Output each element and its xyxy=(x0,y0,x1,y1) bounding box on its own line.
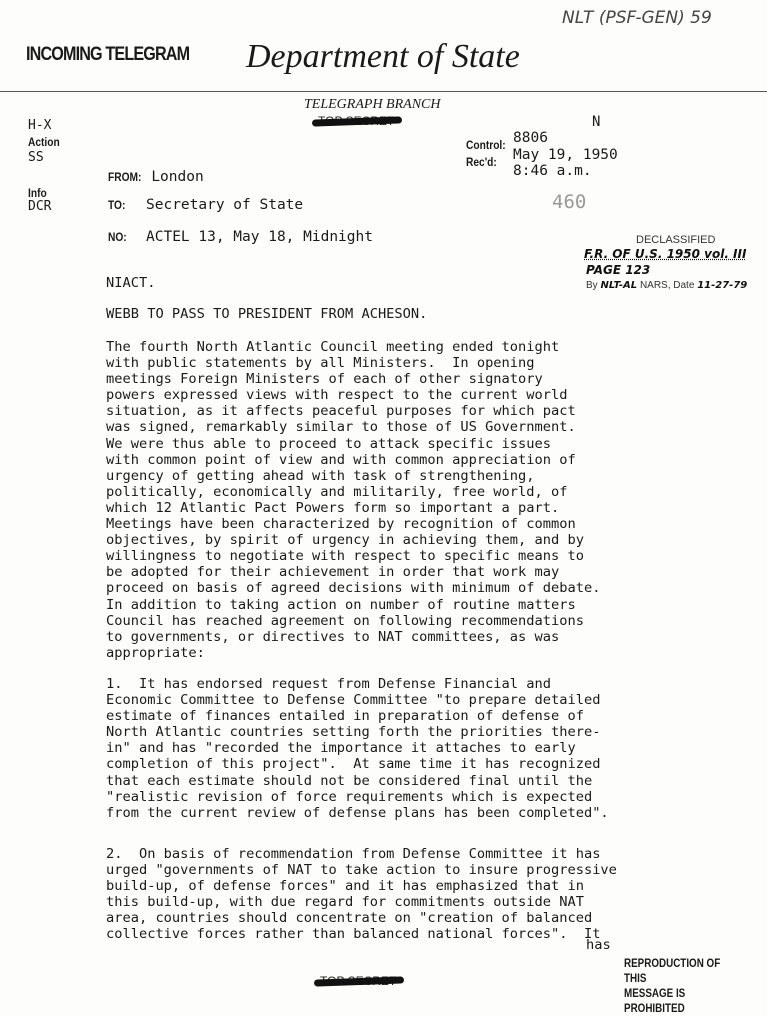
text-line: that each estimate should not be considered final until the xyxy=(106,772,593,789)
action-label: Action xyxy=(28,135,60,149)
telegraph-branch: TELEGRAPH BRANCH xyxy=(304,97,441,112)
number-stamp: 460 xyxy=(552,191,587,213)
received-date: May 19, 1950 xyxy=(513,147,618,163)
from-value: London xyxy=(151,169,204,185)
declassified-by-row xyxy=(586,280,747,291)
reproduction-notice xyxy=(624,956,741,1016)
text-line: 1. It has endorsed request from Defense Financial and xyxy=(106,676,551,692)
reproduction-line-2: MESSAGE IS PROHIBITED xyxy=(624,986,686,1015)
declassified-by-value: NLT-AL xyxy=(600,280,638,291)
text-line: with common point of view and with common appreciation of xyxy=(106,451,576,468)
declassified-date-value: 11-27-79 xyxy=(697,280,748,291)
text-line: to governments, or directives to NAT committees, as was xyxy=(106,628,560,645)
received-label: Rec'd: xyxy=(466,155,497,169)
declassified-label: DECLASSIFIED xyxy=(636,234,716,246)
text-line: be adopted for their achievement in order that work may xyxy=(106,564,560,581)
text-line: urgency of getting ahead with task of strengthening, xyxy=(106,467,535,484)
paragraph-3 xyxy=(106,846,617,943)
info-label: Info xyxy=(28,186,47,200)
text-line: appropriate: xyxy=(106,644,205,661)
text-line: powers expressed views with respect to the current world xyxy=(106,387,568,404)
paragraph-1 xyxy=(106,339,600,661)
text-line: willingness to negotiate with respect to specific means to xyxy=(106,548,584,565)
text-line: Council has reached agreement on following recommendations xyxy=(106,612,584,629)
text-line: In addition to taking action on number of routine matters xyxy=(106,596,576,613)
no-label: NO: xyxy=(108,230,127,244)
info-value: DCR xyxy=(28,199,52,214)
from-label: FROM: xyxy=(108,170,142,184)
declassified-line2: PAGE 123 xyxy=(586,263,651,277)
to-row xyxy=(108,196,303,214)
text-line: collective forces rather than balanced national forces". It xyxy=(106,926,601,943)
incoming-telegram-title: INCOMING TELEGRAM xyxy=(26,44,190,65)
text-line: this build-up, with due regard for commitments outside NAT xyxy=(106,894,584,911)
hx-code: H-X xyxy=(28,118,52,133)
text-line: urged "governments of NAT to take action to insure progressive xyxy=(106,862,617,879)
control-label: Control: xyxy=(466,138,506,152)
classification-bottom xyxy=(320,974,396,988)
to-label: TO: xyxy=(108,198,126,212)
text-line: "realistic revision of force requirements which is expected xyxy=(106,788,593,805)
header-divider xyxy=(0,91,767,92)
text-line: was signed, remarkably similar to those of US Government. xyxy=(106,419,576,436)
text-line: with public statements by all Ministers. In opening xyxy=(106,355,535,372)
received-time: 8:46 a.m. xyxy=(513,163,592,179)
handwritten-note: NLT (PSF-GEN) 59 xyxy=(562,8,712,28)
text-line: completion of this project". At same time it has recognized xyxy=(106,756,601,773)
n-mark: N xyxy=(592,114,601,130)
text-line: estimate of finances entailed in preparation of defense of xyxy=(106,708,584,725)
text-line: meetings Foreign Ministers of each of other signatory xyxy=(106,371,543,388)
paragraph-2 xyxy=(106,676,609,821)
text-line: politically, economically and militarily, free world, of xyxy=(106,483,568,500)
text-line: North Atlantic countries setting forth the priorities there- xyxy=(106,724,601,741)
text-line: objectives, by spirit of urgency in achieving them, and by xyxy=(106,532,584,549)
no-row xyxy=(108,228,373,246)
text-line: We were thus able to proceed to attack specific issues xyxy=(106,435,551,452)
declassified-nars-label: NARS, Date xyxy=(639,280,695,291)
text-line: The fourth North Atlantic Council meeting ended tonight xyxy=(106,339,560,355)
text-line: Economic Committee to Defense Committee "to prepare detailed xyxy=(106,692,601,709)
action-label-wrap xyxy=(28,134,65,150)
text-line: proceed on basis of agreed decisions with minimum of debate. xyxy=(106,580,601,597)
niact: NIACT. xyxy=(106,275,156,291)
action-value: SS xyxy=(28,150,44,165)
from-row xyxy=(108,168,204,186)
declassified-line1: F.R. OF U.S. 1950 vol. III xyxy=(584,247,747,261)
text-line: area, countries should concentrate on "creation of balanced xyxy=(106,910,593,927)
text-line: from the current review of defense plans has been completed". xyxy=(106,804,609,821)
received-label-wrap xyxy=(466,153,502,171)
continuation-word: has xyxy=(586,937,611,953)
message-heading: WEBB TO PASS TO PRESIDENT FROM ACHESON. xyxy=(106,306,428,322)
control-value: 8806 xyxy=(513,130,548,146)
text-line: Meetings have been characterized by recognition of common xyxy=(106,516,576,533)
control-label-wrap xyxy=(466,136,513,154)
no-value: ACTEL 13, May 18, Midnight xyxy=(146,229,373,245)
text-line: build-up, of defense forces" and it has emphasized that in xyxy=(106,878,584,895)
text-line: 2. On basis of recommendation from Defense Committee it has xyxy=(106,846,601,862)
to-value: Secretary of State xyxy=(146,197,304,213)
department-title: Department of State xyxy=(246,38,520,75)
declassified-by-label: By xyxy=(586,280,598,291)
text-line: in" and has "recorded the importance it attaches to early xyxy=(106,740,576,757)
text-line: situation, as it affects peaceful purposes for which pact xyxy=(106,403,576,420)
classification-top xyxy=(318,114,394,128)
reproduction-line-1: REPRODUCTION OF THIS xyxy=(624,956,721,985)
text-line: which 12 Atlantic Pact Powers form so important a part. xyxy=(106,499,560,516)
